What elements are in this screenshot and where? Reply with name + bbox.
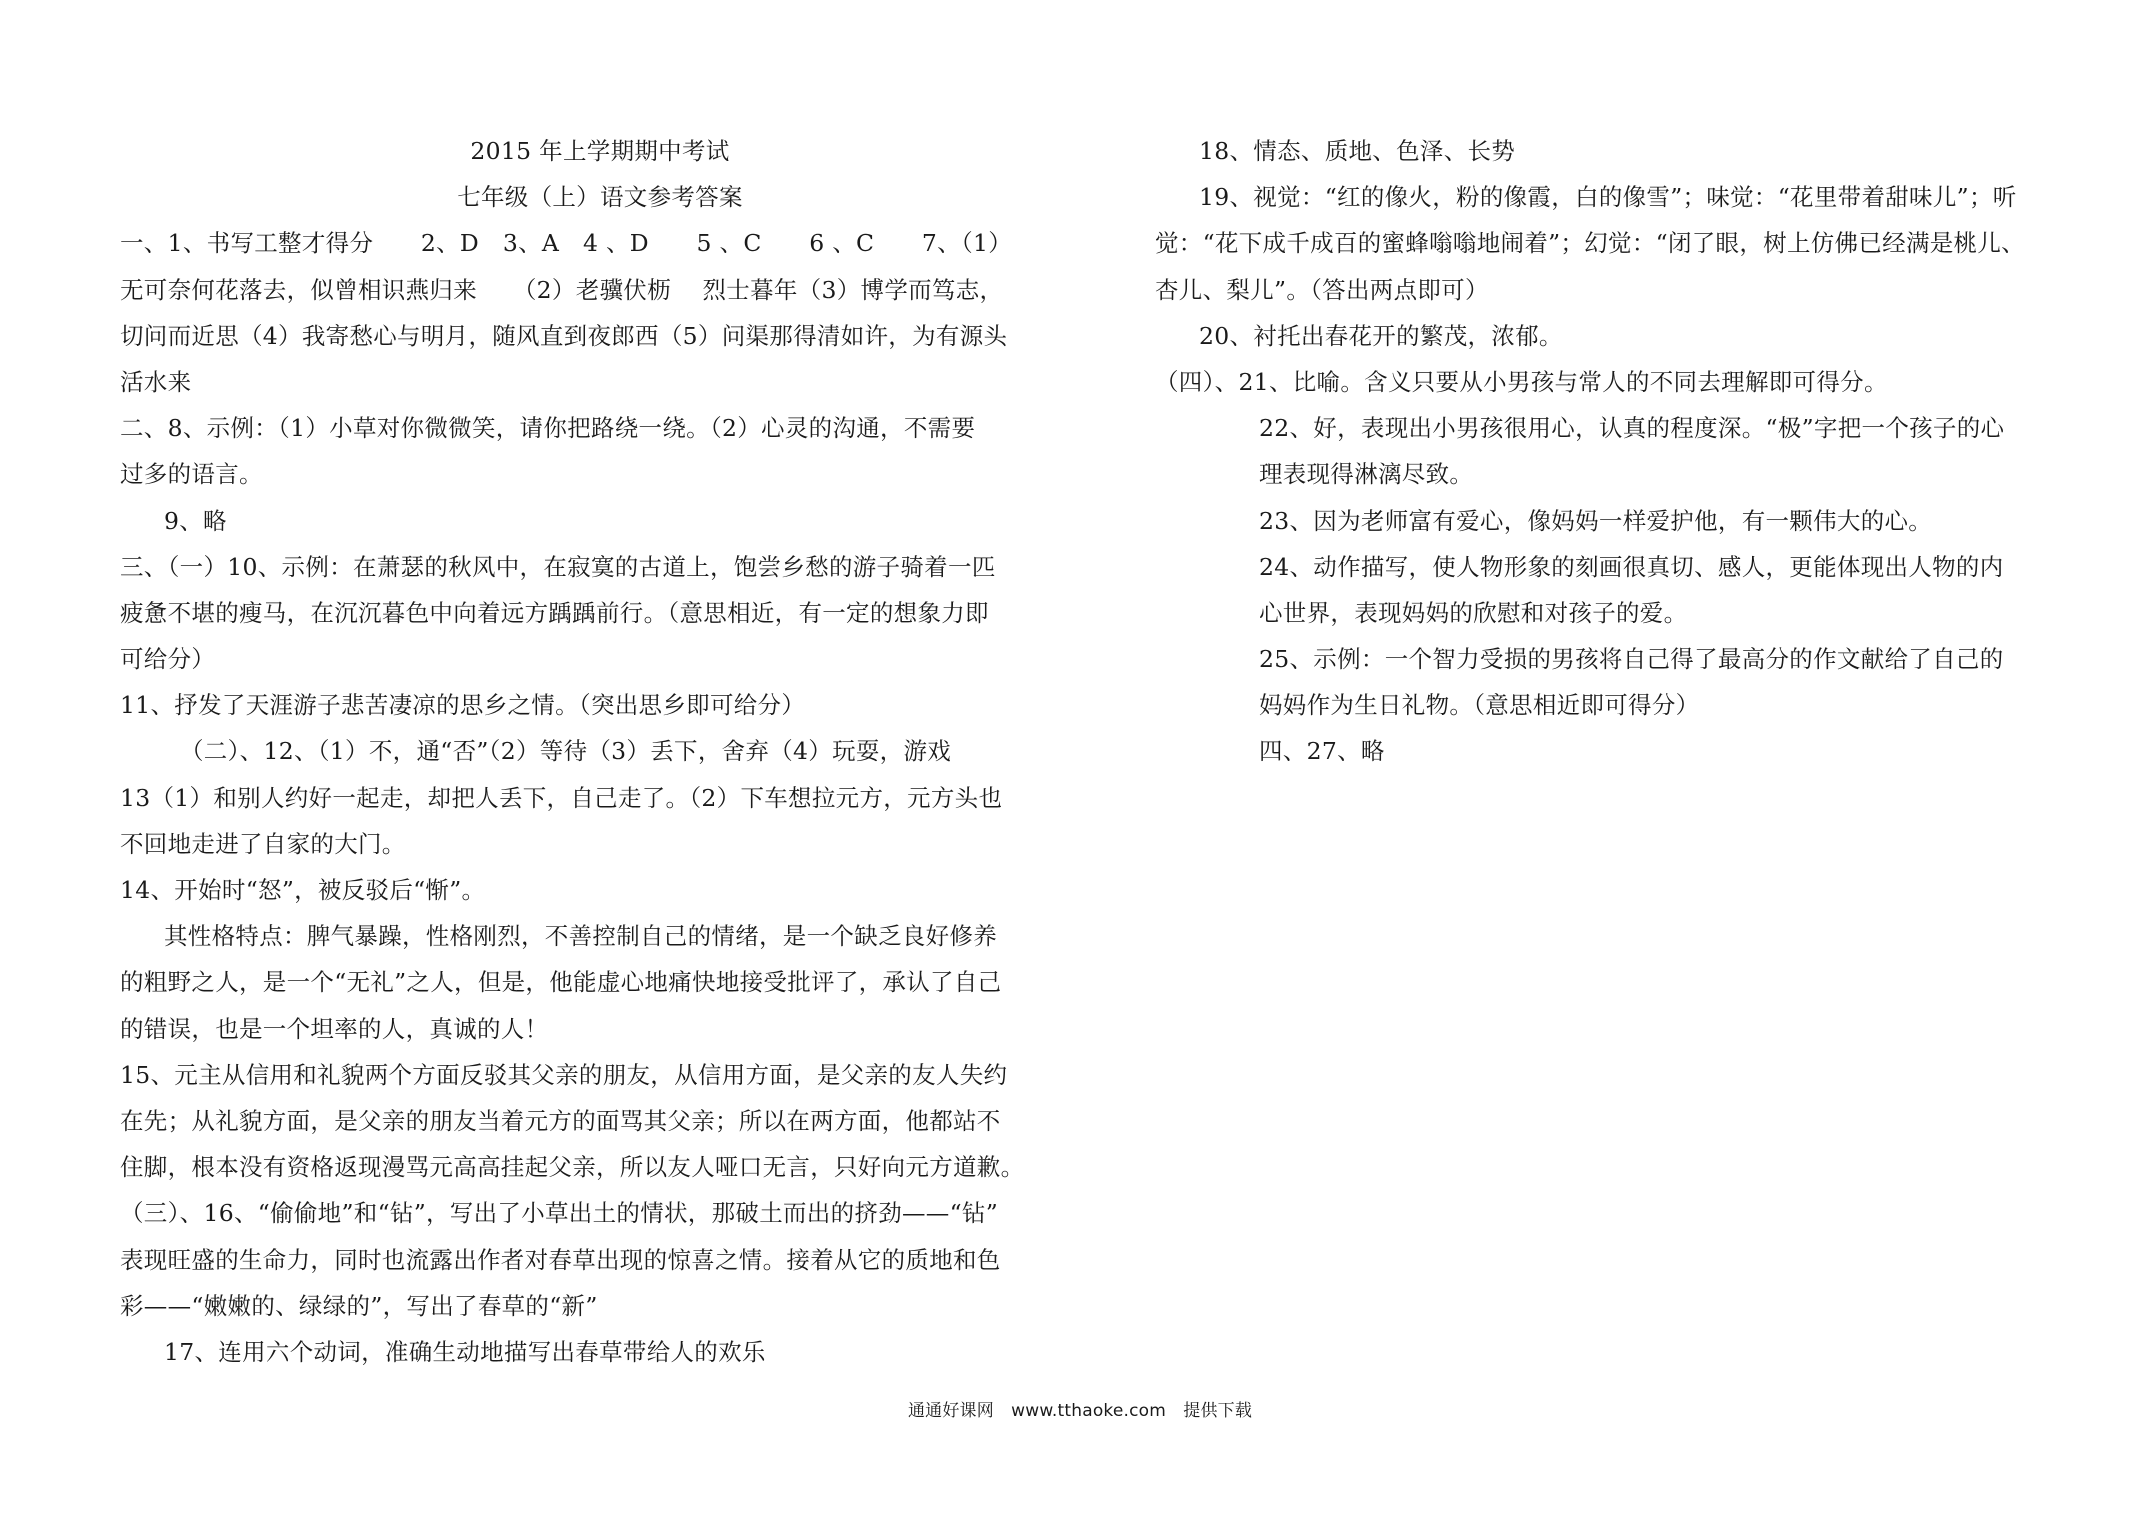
answer-line: 表现旺盛的生命力，同时也流露出作者对春草出现的惊喜之情。接着从它的质地和色 — [120, 1245, 1001, 1274]
answer-line: 无可奈何花落去，似曾相识燕归来 （2）老骥伏枥 烈士暮年（3）博学而笃志， — [120, 275, 1004, 304]
answer-line: 理表现得淋漓尽致。 — [1259, 460, 1474, 489]
answer-line: 二、8、示例：（1）小草对你微微笑，请你把路绕一绕。（2）心灵的沟通，不需要 — [120, 414, 976, 443]
answer-line: 22、好，表现出小男孩很用心，认真的程度深。“极”字把一个孩子的心 — [1259, 414, 2005, 443]
answer-line: （四）、21、比喻。含义只要从小男孩与常人的不同去理解即可得分。 — [1155, 367, 1888, 396]
answer-line: 过多的语言。 — [120, 460, 263, 489]
answer-line: （三）、16、“偷偷地”和“钻”，写出了小草出土的情状，那破土而出的挤劲——“钻” — [120, 1199, 999, 1228]
answer-line: 14、开始时“怒”，被反驳后“惭”。 — [120, 876, 486, 904]
answer-line: 不回地走进了自家的大门。 — [120, 829, 406, 858]
answer-line: 18、情态、质地、色泽、长势 — [1199, 137, 1516, 165]
answer-line: 25、示例：一个智力受损的男孩将自己得了最高分的作文献给了自己的 — [1259, 645, 2004, 674]
answer-line: 13（1）和别人约好一起走，却把人丢下，自己走了。（2）下车想拉元方，元方头也 — [120, 783, 1003, 812]
answer-line: 一、1、书写工整才得分 2、D 3、A 4 、D 5 、C 6 、C 7、（1） — [120, 229, 1013, 258]
answer-line: 心世界，表现妈妈的欣慰和对孩子的爱。 — [1259, 598, 1688, 627]
answer-line: 20、衬托出春花开的繁茂，浓郁。 — [1199, 321, 1563, 350]
answer-line: 四、27、略 — [1259, 737, 1385, 766]
answer-line: 切问而近思（4）我寄愁心与明月，随风直到夜郎西（5）问渠那得清如许，为有源头 — [120, 321, 1008, 350]
answer-line: 17、连用六个动词，准确生动地描写出春草带给人的欢乐 — [164, 1337, 766, 1366]
answer-line: 24、动作描写，使人物形象的刻画很真切、感人，更能体现出人物的内 — [1259, 552, 2004, 581]
answer-line: 可给分） — [120, 645, 216, 674]
answer-line: 15、元主从信用和礼貌两个方面反驳其父亲的朋友，从信用方面，是父亲的友人失约 — [120, 1060, 1008, 1089]
answer-line: 其性格特点：脾气暴躁，性格刚烈，不善控制自己的情绪，是一个缺乏良好修养 — [164, 922, 997, 951]
answer-line: 9、略 — [164, 506, 227, 535]
answer-line: 三、（一）10、示例：在萧瑟的秋风中，在寂寞的古道上，饱尝乡愁的游子骑着一匹 — [120, 552, 996, 581]
answer-line: 11、抒发了天涯游子悲苦凄凉的思乡之情。（突出思乡即可给分） — [120, 691, 806, 720]
answer-line: 住脚，根本没有资格返现漫骂元高高挂起父亲，所以友人哑口无言，只好向元方道歉。 — [120, 1153, 1025, 1182]
answer-line: 在先；从礼貌方面，是父亲的朋友当着元方的面骂其父亲；所以在两方面，他都站不 — [120, 1106, 1001, 1135]
answer-line: 的粗野之人，是一个“无礼”之人，但是，他能虚心地痛快地接受批评了，承认了自己 — [120, 968, 1002, 997]
left-column — [120, 128, 1040, 1375]
exam-subtitle: 七年级（上）语文参考答案 — [457, 183, 743, 212]
answer-line: 疲惫不堪的瘦马，在沉沉暮色中向着远方踽踽前行。（意思相近，有一定的想象力即 — [120, 598, 989, 627]
answer-line: 23、因为老师富有爱心，像妈妈一样爱护他，有一颗伟大的心。 — [1259, 506, 1933, 535]
answer-line: 妈妈作为生日礼物。（意思相近即可得分） — [1259, 691, 1700, 720]
answer-line: 杏儿、梨儿”。（答出两点即可） — [1155, 275, 1489, 304]
answer-line: （二）、12、（1）不，通“否”（2）等待（3）丢下，舍弃（4）玩耍，游戏 — [180, 737, 952, 766]
answer-line: 19、视觉：“红的像火，粉的像霞，白的像雪”；味觉：“花里带着甜味儿”；听 — [1199, 183, 2017, 212]
answer-line: 的错误，也是一个坦率的人，真诚的人！ — [120, 1014, 549, 1043]
answer-line: 活水来 — [120, 367, 192, 396]
right-column — [1155, 128, 2060, 775]
footer-source: 通通好课网 www.tthaoke.com 提供下载 — [907, 1401, 1253, 1421]
exam-title: 2015 年上学期期中考试 — [470, 137, 730, 165]
answer-line: 彩——“嫩嫩的、绿绿的”，写出了春草的“新” — [120, 1291, 598, 1320]
answer-line: 觉：“花下成千成百的蜜蜂嗡嗡地闹着”；幻觉：“闭了眼，树上仿佛已经满是桃儿、 — [1155, 229, 2025, 258]
